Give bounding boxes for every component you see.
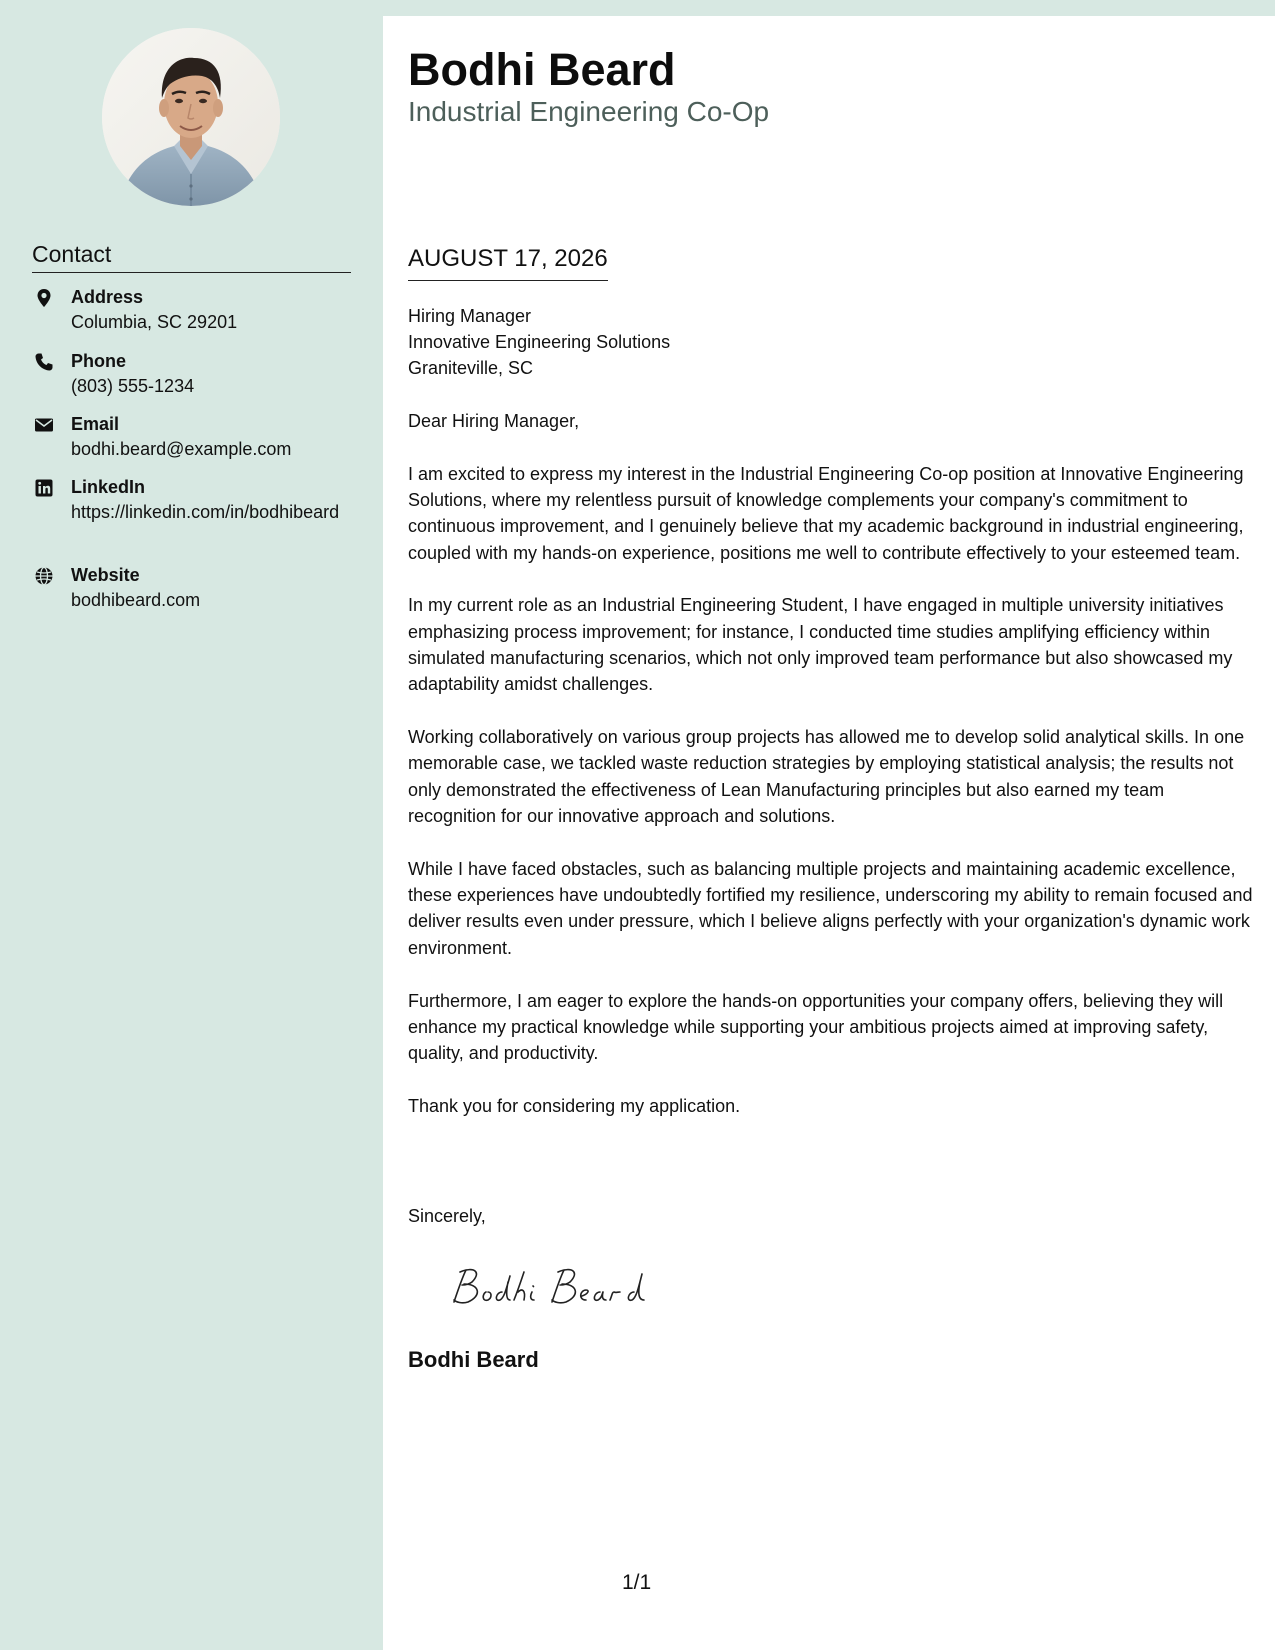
recipient-title: Hiring Manager <box>408 306 532 326</box>
globe-icon <box>34 566 54 586</box>
closing: Sincerely, <box>408 1206 486 1226</box>
page-number: 1/1 <box>622 1571 652 1594</box>
paragraph: While I have faced obstacles, such as balancing multiple projects and maintaining academic excellence, these experiences have undoubtedly fortified my resilience, underscoring my ability to remain focused and deliver results even under pressure, which I believe aligns perfectly with your organization's dynamic work environment. <box>408 858 1253 958</box>
contact-label: Website <box>71 565 140 585</box>
letter-date: AUGUST 17, 2026 <box>408 244 608 281</box>
map-pin-icon <box>34 288 54 308</box>
signed-name: Bodhi Beard <box>408 1347 539 1372</box>
contact-value: bodhi.beard@example.com <box>71 439 292 459</box>
contact-value: (803) 555-1234 <box>71 376 195 396</box>
envelope-icon <box>34 415 54 435</box>
applicant-name: Bodhi Beard <box>408 44 676 95</box>
paragraph: Thank you for considering my application. <box>408 1095 741 1116</box>
website-link[interactable]: bodhibeard.com <box>71 590 201 610</box>
paragraph: I am excited to express my interest in the Industrial Engineering Co-op position at Innovative Engineering Solutions, where my relentless pursuit of knowledge complements your company's commitment to continuous improvement, and I genuinely believe that my academic background in industrial engineering, coupled with my hands-on experience, positions me well to contribute effectively to your esteemed team. <box>408 463 1244 563</box>
recipient-block <box>408 303 1253 381</box>
paragraph: In my current role as an Industrial Engineering Student, I have engaged in multiple university initiatives emphasizing process improvement; for instance, I conducted time studies amplifying efficiency within simulated manufacturing scenarios, which not only improved team performance but also showcased my adaptability amidst challenges. <box>408 595 1233 695</box>
contact-label: LinkedIn <box>71 477 146 497</box>
phone-icon <box>34 352 54 372</box>
recipient-location: Graniteville, SC <box>408 358 534 378</box>
applicant-title: Industrial Engineering Co-Op <box>408 96 770 127</box>
linkedin-link[interactable]: https://linkedin.com/in/bodhibeard <box>71 502 340 522</box>
profile-photo <box>102 28 280 206</box>
recipient-company: Innovative Engineering Solutions <box>408 332 671 352</box>
contact-label: Address <box>71 287 144 307</box>
contact-heading: Contact <box>32 240 351 273</box>
top-strip <box>383 0 1275 16</box>
contact-label: Email <box>71 414 120 434</box>
contact-value: Columbia, SC 29201 <box>71 312 238 332</box>
contact-label: Phone <box>71 351 127 371</box>
salutation: Dear Hiring Manager, <box>408 411 580 431</box>
letter-body <box>408 303 1253 1146</box>
paragraph: Working collaboratively on various group projects has allowed me to develop solid analytical skills. In one memorable case, we tackled waste reduction strategies by employing statistical analysis; the results not only demonstrated the effectiveness of Lean Manufacturing principles but also earned my team recognition for our innovative approach and solutions. <box>408 727 1245 827</box>
linkedin-icon <box>34 478 54 498</box>
paragraph: Furthermore, I am eager to explore the hands-on opportunities your company offers, believing they will enhance my practical knowledge while supporting your ambitious projects aimed at improving safety, quality, and productivity. <box>408 990 1224 1064</box>
signature-image <box>440 1262 660 1314</box>
